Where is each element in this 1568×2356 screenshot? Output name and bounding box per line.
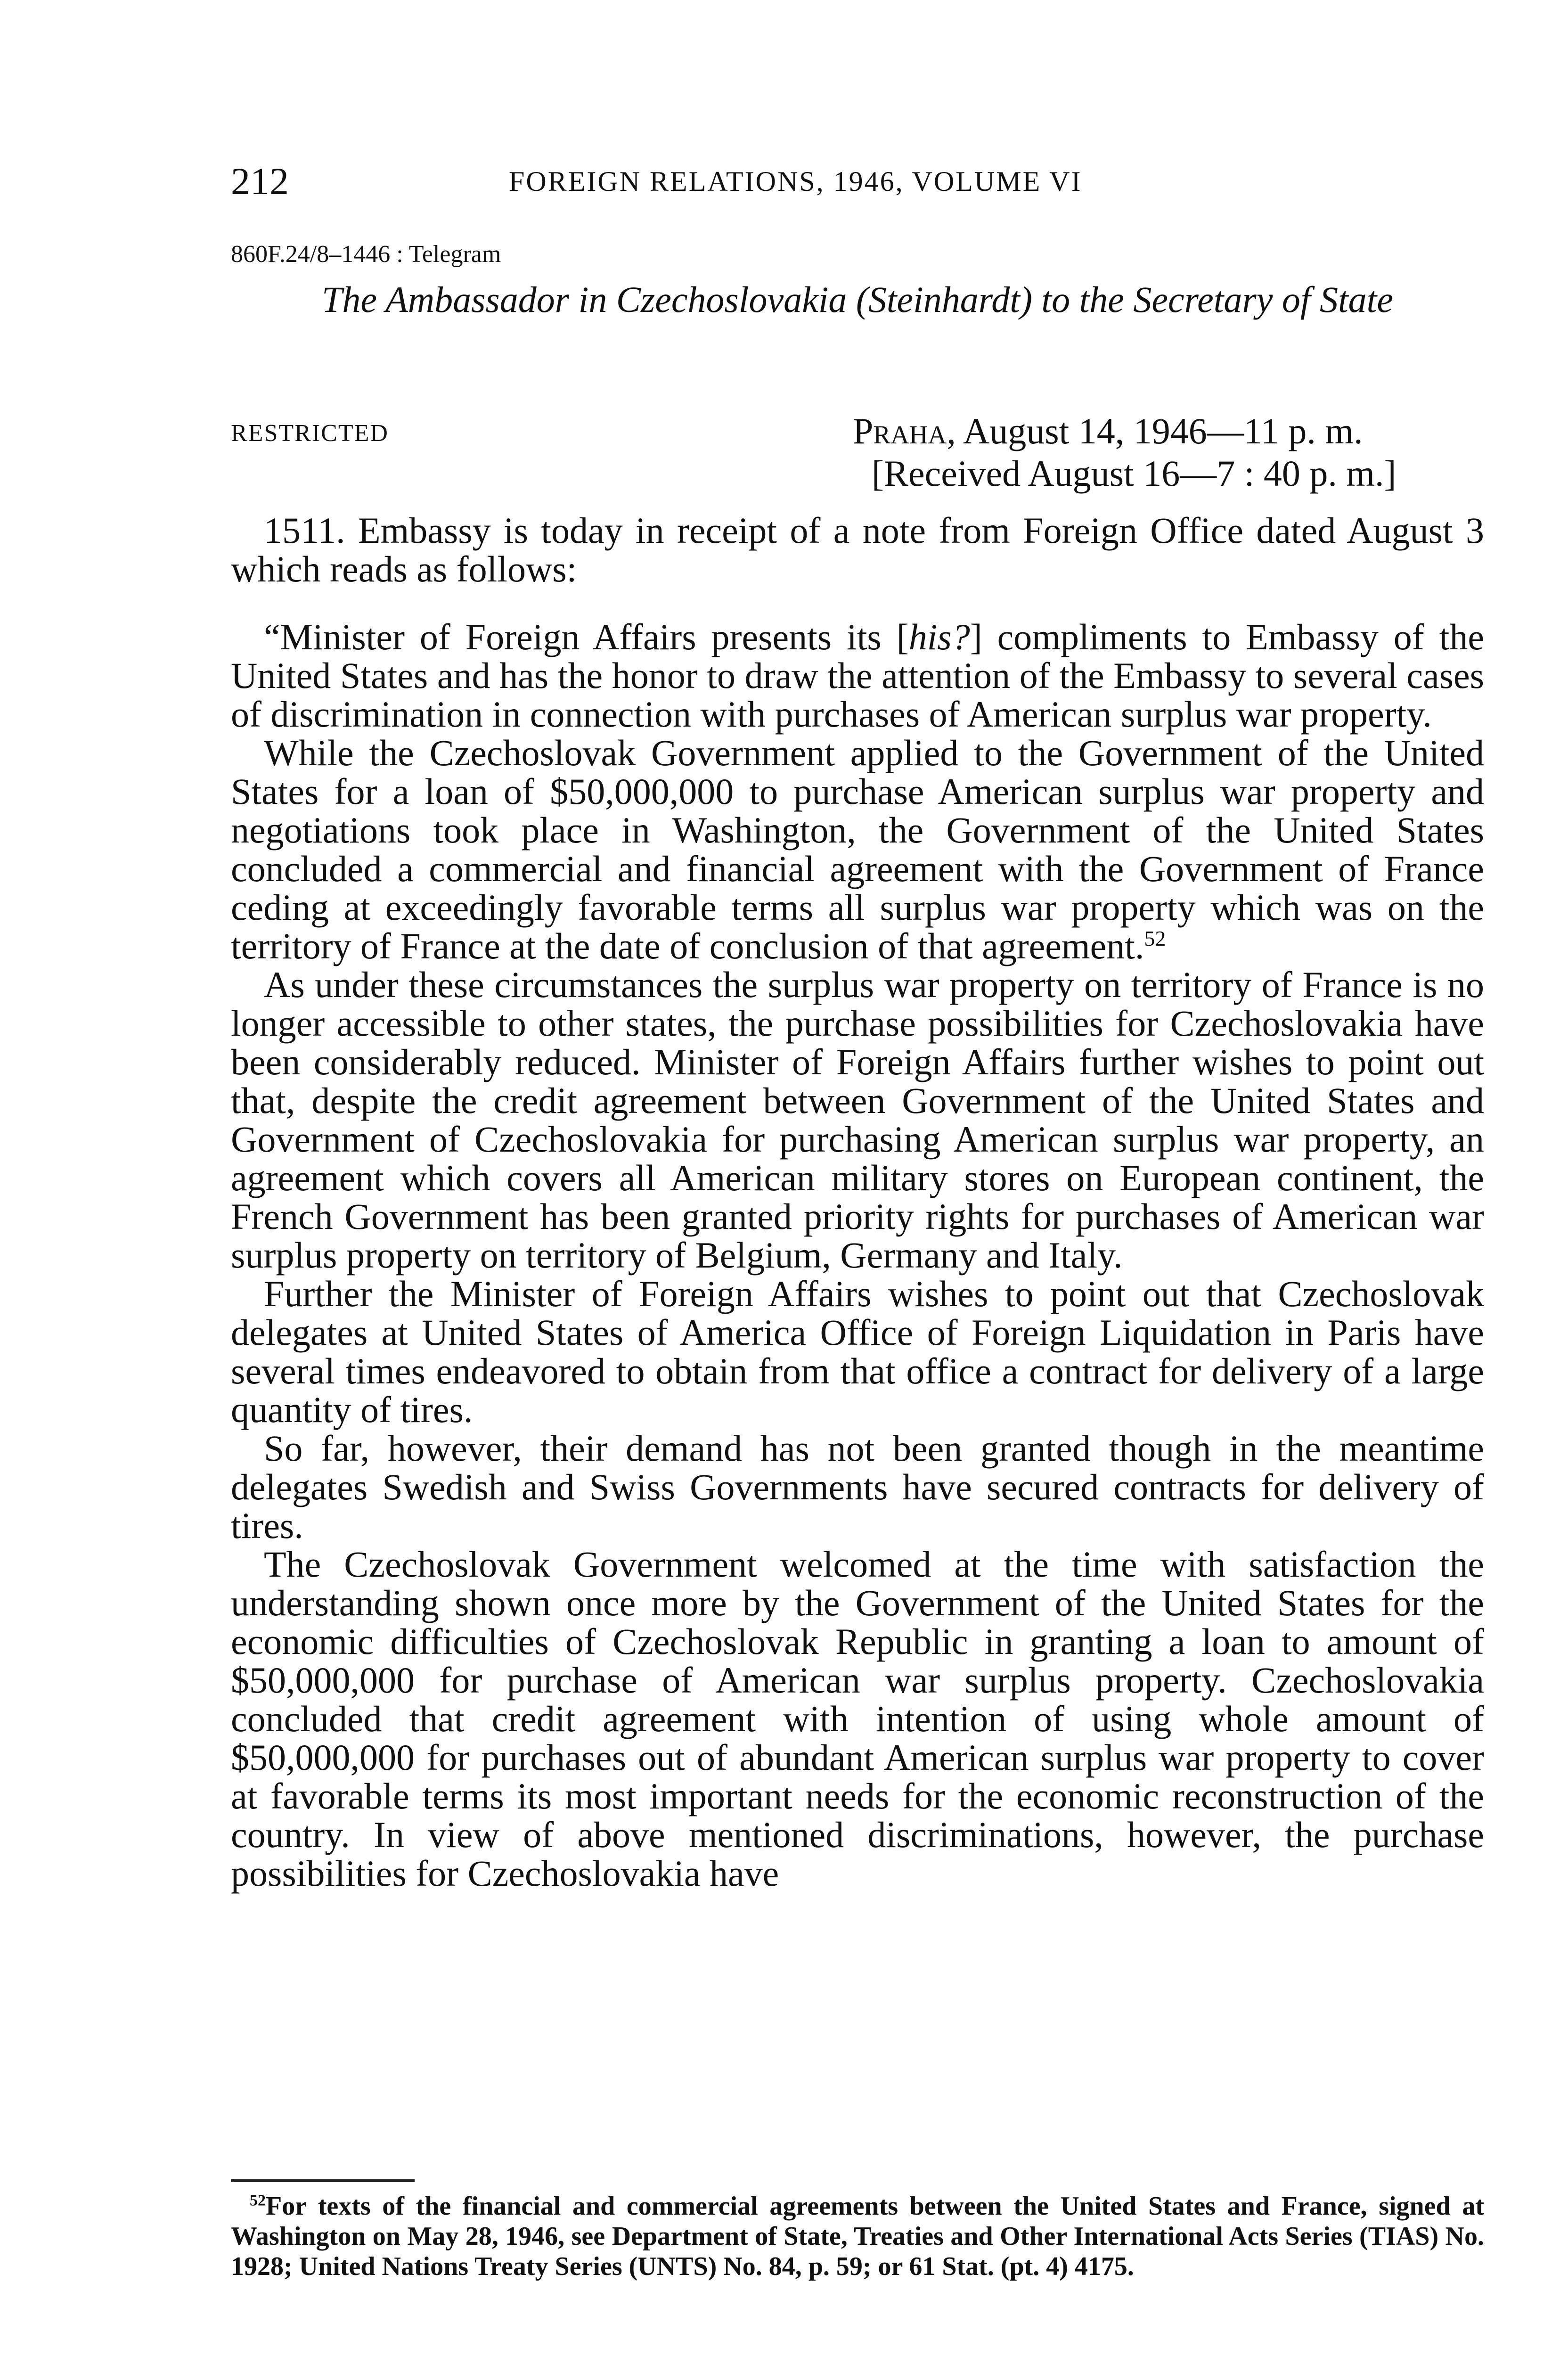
editorial-query: his? — [908, 616, 970, 657]
footnote-reference[interactable]: 52 — [1144, 926, 1166, 950]
running-title: FOREIGN RELATIONS, 1946, VOLUME VI — [509, 166, 1082, 197]
paragraph-4: As under these circumstances the surplus war property on territory of France is no longer accessible to other states, the purchase possibilities for Czechoslovakia have been considerably reduced. Minister of Foreign Affairs further wishes to point out that, despite the credit agreement between Government of the United States and Government of Czechoslovakia for purchasing American surplus war property, an agreement which covers all American military stores on European continent, the French Government has been granted priority rights for purchases of American war surplus property on territory of Belgium, Germany and Italy. — [231, 964, 1484, 1276]
paragraph-2-start: “Minister of Foreign Affairs presents its [ — [264, 616, 909, 657]
paragraph-7: The Czechoslovak Government welcomed at the time with satisfaction the understanding shown once more by the Government of the United States for the economic difficulties of Czechoslovak Republic in granting a loan to amount of $50,000,000 for purchase of American war surplus property. Czechoslovakia concluded that credit agreement with intention of using whole amount of $50,000,000 for purchases out of abundant American surplus war property to cover at favorable terms its most important needs for the economic reconstruction of the country. In view of above mentioned discriminations, however, the purchase possibilities for Czechoslovakia have — [231, 1544, 1484, 1894]
paragraph-6: So far, however, their demand has not been granted though in the meantime delegates Swedish and Swiss Governments have secured contracts for delivery of tires. — [231, 1428, 1484, 1546]
received-line: [Received August 16—7 : 40 p. m.] — [872, 453, 1396, 494]
footnote-marker: 52 — [250, 2192, 266, 2209]
paragraph-3 — [231, 734, 1484, 965]
paragraph-3-text: While the Czechoslovak Government applied to the Government of the United States for a loan of $50,000,000 to purchase American surplus war property and negotiations took place in Washington, the Government of the United States concluded a commercial and financial agreement with the Government of France ceding at exceedingly favorable terms all surplus war property which was on the territory of France at the date of conclusion of that agreement. — [231, 732, 1484, 966]
footnote-divider — [231, 2179, 415, 2182]
page-number: 212 — [231, 160, 289, 203]
document-title: The Ambassador in Czechoslovakia (Steinhardt) to the Secretary of State — [322, 279, 1393, 320]
dateline — [853, 410, 1484, 452]
paragraph-1: 1511. Embassy is today in receipt of a note from Foreign Office dated August 3 which reads as follows: — [231, 510, 1484, 589]
footnote-text: For texts of the financial and commercial agreements between the United States and France, signed at Washington on May 28, 1946, see Department of State, Treaties and Other International Acts Series (TIAS) No. 1928; United Nations Treaty Series (UNTS) No. 84, p. 59; or 61 Stat. (pt. 4) 4175. — [231, 2192, 1484, 2281]
footnote — [231, 2191, 1484, 2282]
paragraph-5: Further the Minister of Foreign Affairs wishes to point out that Czechoslovak delegates at United States of America Office of Foreign Liquidation in Paris have several times endeavored to obtain from that office a contract for delivery of a large quantity of tires. — [231, 1273, 1484, 1430]
dateline-date: August 14, 1946—11 p. m. — [963, 410, 1363, 451]
classification-label: RESTRICTED — [231, 420, 389, 447]
telegram-body — [231, 511, 1484, 1893]
paragraph-2 — [231, 618, 1484, 734]
file-reference: 860F.24/8–1446 : Telegram — [231, 241, 501, 268]
paragraph-2-end: ] compliments to Embassy of the United States and has the honor to draw the attention of the Embassy to several cases of discrimination in connection with purchases of American surplus war property. — [231, 616, 1484, 735]
footnote-52 — [231, 2191, 1484, 2282]
page-header — [231, 155, 1389, 207]
dateline-place: Praha, — [853, 410, 956, 451]
